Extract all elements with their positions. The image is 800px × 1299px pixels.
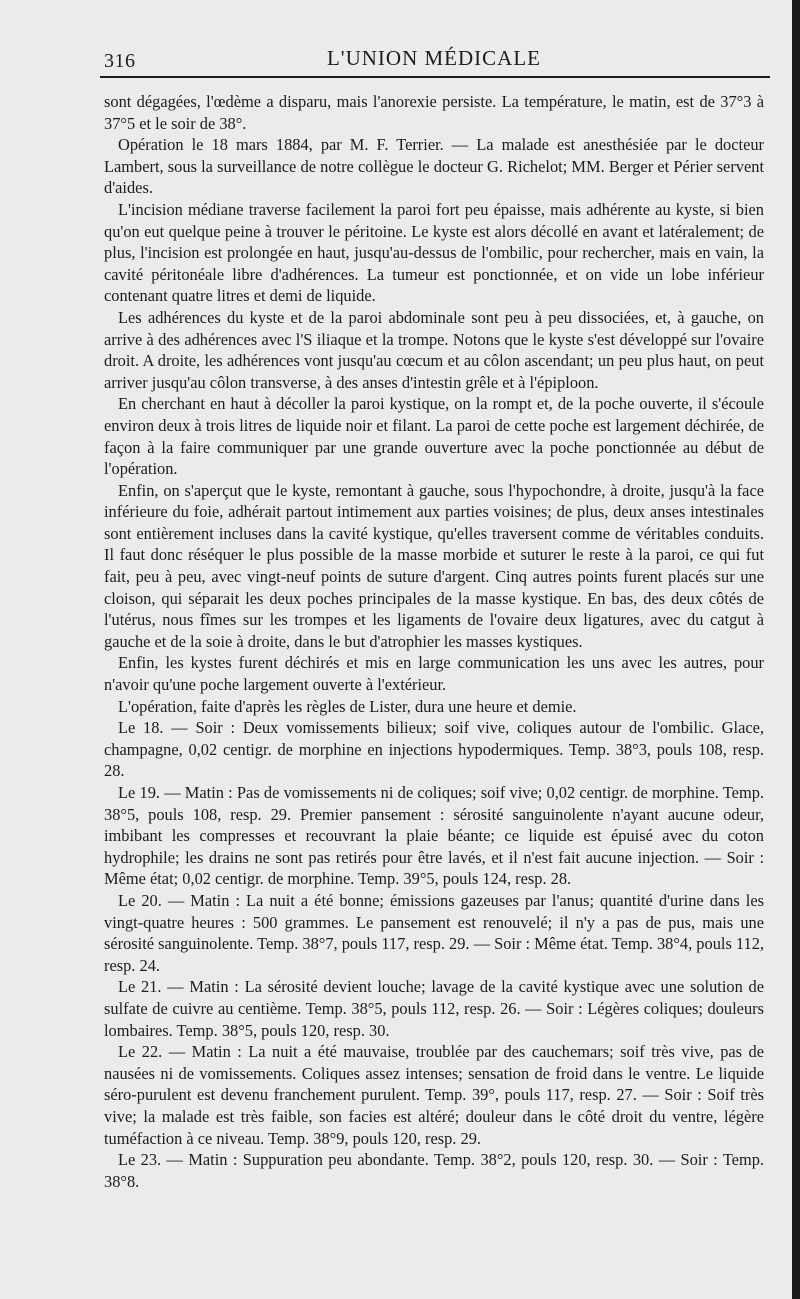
- paragraph: Opération le 18 mars 1884, par M. F. Terrier. — La malade est anesthésiée par le docteur Lambert, sous la surveillance de notre collègue le docteur G. Richelot; MM. Berger et Périer servent d'aides.: [104, 135, 764, 198]
- paragraph: Le 22. — Matin : La nuit a été mauvaise, troublée par des cauchemars; soif très vive, pas de nausées ni de vomissements. Coliques assez intenses; sensation de froid dans le ventre. Le liquide séro-purulent est devenu franchement purulent. Temp. 39°, pouls 117, resp. 27. — Soir : Soif très vive; la malade est très faible, son facies est altéré; douleur dans le côté droit du ventre, légère tuméfaction à ce niveau. Temp. 38°9, pouls 120, resp. 29.: [104, 1042, 764, 1148]
- paragraph: Les adhérences du kyste et de la paroi abdominale sont peu à peu dissociées, et, à gauche, on arrive à des adhérences avec l'S iliaque et la trompe. Notons que le kyste s'est développé sur l'ovaire droit. A droite, les adhérences vont jusqu'au cœcum et au côlon ascendant; un peu plus haut, on peut arriver jusqu'au côlon transverse, à des anses d'intestin grêle et à l'épiploon.: [104, 307, 764, 392]
- paragraph: En cherchant en haut à décoller la paroi kystique, on la rompt et, de la poche ouverte, il s'écoule environ deux à trois litres de liquide noir et filant. La paroi de cette poche est largement déchirée, de façon à la faire communiquer par une grande ouverture avec la poche ponctionnée au début de l'opération.: [104, 394, 764, 479]
- paragraph: Le 19. — Matin : Pas de vomissements ni de coliques; soif vive; 0,02 centigr. de morphine. Temp. 38°5, pouls 108, resp. 29. Premier pansement : sérosité sanguinolente n'ayant aucune odeur, imbibant les compresses et recouvrant la plaie béante; ce liquide est épuisé avec du coton hydrophile; les drains ne sont pas retirés pour être lavés, et il n'est fait aucune injection. — Soir : Même état; 0,02 centigr. de morphine. Temp. 39°5, pouls 124, resp. 28.: [104, 783, 764, 889]
- running-title: L'UNION MÉDICALE: [326, 46, 541, 70]
- page-number: 316: [104, 50, 136, 72]
- paragraph: L'opération, faite d'après les règles de Lister, dura une heure et demie.: [118, 696, 577, 716]
- paragraph: Enfin, les kystes furent déchirés et mis en large communication les uns avec les autres, pour n'avoir qu'une poche largement ouverte à l'extérieur.: [104, 653, 764, 695]
- paragraph: Le 23. — Matin : Suppuration peu abondante. Temp. 38°2, pouls 120, resp. 30. — Soir : Temp. 38°8.: [104, 1150, 764, 1191]
- paragraph: sont dégagées, l'œdème a disparu, mais l'anorexie persiste. La température, le matin, est de 37°3 à 37°5 et le soir de 38°.: [104, 92, 764, 133]
- paragraph: Le 21. — Matin : La sérosité devient louche; lavage de la cavité kystique avec une solution de sulfate de cuivre au centième. Temp. 38°5, pouls 112, resp. 26. — Soir : Légères coliques; douleurs lombaires. Temp. 38°5, pouls 120, resp. 30.: [104, 977, 764, 1040]
- paragraph: Enfin, on s'aperçut que le kyste, remontant à gauche, sous l'hypochondre, à droite, jusqu'à la face inférieure du foie, adhérait partout intimement aux parties voisines; de plus, deux anses intestinales sont entièrement incluses dans la cavité kystique, qu'elles traversent comme de véritables conduits. Il faut donc réséquer le plus possible de la masse morbide et suturer le reste à la paroi, ce qui fut fait, peu à peu, avec vingt-neuf points de suture d'argent. Cinq autres points furent placés sur une cloison, qui séparait les deux poches principales de la masse kystique. En bas, des deux côtés de l'utérus, nous fîmes sur les trompes et les ligaments de l'ovaire deux ligatures, avec du catgut à gauche et de la soie à droite, dans le but d'atrophier les masses kystiques.: [104, 480, 764, 651]
- page-header: [104, 0, 764, 76]
- paragraph: L'incision médiane traverse facilement la paroi fort peu épaisse, mais adhérente au kyste, si bien qu'on eut quelque peine à trouver le péritoine. Le kyste est alors décollé en avant et latéralement; de plus, l'incision est prolongée en haut, jusqu'au-dessus de l'ombilic, pour rechercher, mais en vain, la cavité péritonéale libre d'adhérences. La tumeur est ponctionnée, et on vide un lobe inférieur contenant quatre litres et demi de liquide.: [104, 199, 764, 306]
- page-edge-shadow: [792, 0, 800, 1299]
- header-rule: [100, 76, 770, 78]
- paragraph: Le 18. — Soir : Deux vomissements bilieux; soif vive, coliques autour de l'ombilic. Glace, champagne, 0,02 centigr. de morphine en injections hypodermiques. Temp. 38°3, pouls 108, resp. 28.: [104, 718, 764, 781]
- paragraph: Le 20. — Matin : La nuit a été bonne; émissions gazeuses par l'anus; quantité d'urine dans les vingt-quatre heures : 500 grammes. Le pansement est renouvelé; il n'y a pas de pus, mais une sérosité sanguinolente. Temp. 38°7, pouls 117, resp. 29. — Soir : Même état. Temp. 38°4, pouls 112, resp. 24.: [104, 890, 764, 975]
- body-text: [104, 76, 764, 1192]
